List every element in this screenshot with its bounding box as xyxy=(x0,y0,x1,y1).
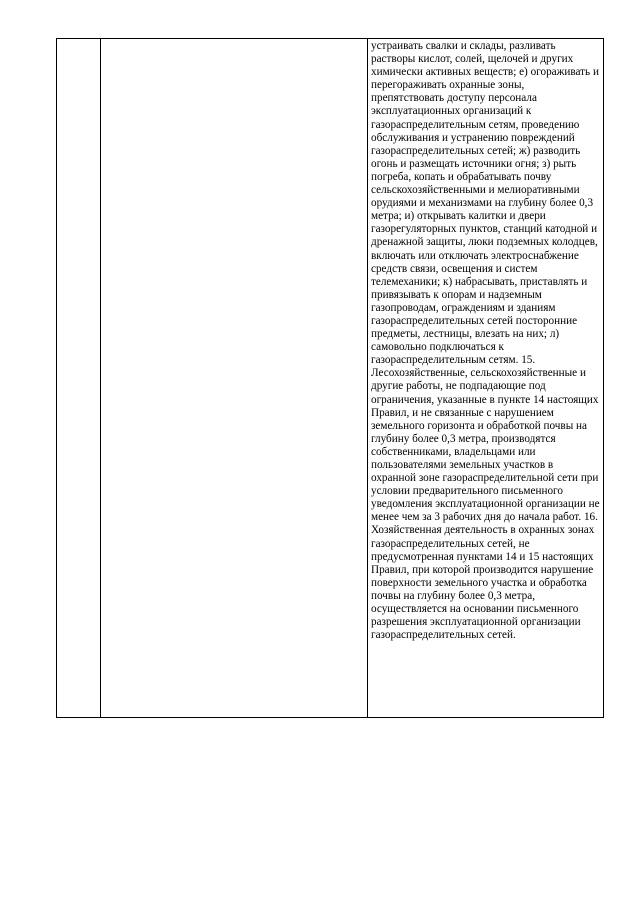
table-cell-title xyxy=(101,39,368,718)
table-cell-number xyxy=(57,39,101,718)
table-cell-content xyxy=(368,39,604,718)
cell-text-number xyxy=(57,39,100,40)
regulation-table xyxy=(56,38,604,718)
cell-text-title xyxy=(101,39,367,40)
table-row xyxy=(57,39,604,718)
cell-text-content: устраивать свалки и склады, разливать растворы кислот, солей, щелочей и других химически активных веществ; е) огораживать и перегораживать охранные зоны, препятствовать доступу персонала эксплуатационных организаций к газораспределительным сетям, проведению обслуживания и устранению повреждений газораспределительных сетей; ж) разводить огонь и размещать источники огня; з) рыть погреба, копать и обрабатывать почву сельскохозяйственными и мелиоративными орудиями и механизмами на глубину более 0,3 метра; и) открывать калитки и двери газорегуляторных пунктов, станций катодной и дренажной защиты, люки подземных колодцев, включать или отключать электроснабжение средств связи, освещения и систем телемеханики; к) набрасывать, приставлять и привязывать к опорам и надземным газопроводам, ограждениям и зданиям газораспределительных сетей посторонние предметы, лестницы, влезать на них; л) самовольно подключаться к газораспределительным сетям. 15. Лесохозяйственные, сельскохозяйственные и другие работы, не подпадающие под ограничения, указанные в пункте 14 настоящих Правил, и не связанные с нарушением земельного горизонта и обработкой почвы на глубину более 0,3 метра, производятся собственниками, владельцами или пользователями земельных участков в охранной зоне газораспределительной сети при условии предварительного письменного уведомления эксплуатационной организации не менее чем за 3 рабочих дня до начала работ. 16. Хозяйственная деятельность в охранных зонах газораспределительных сетей, не предусмотренная пунктами 14 и 15 настоящих Правил, при которой производится нарушение поверхности земельного участка и обработка почвы на глубину более 0,3 метра, осуществляется на основании письменного разрешения эксплуатационной организации газораспределительных сетей. xyxy=(371,40,600,642)
